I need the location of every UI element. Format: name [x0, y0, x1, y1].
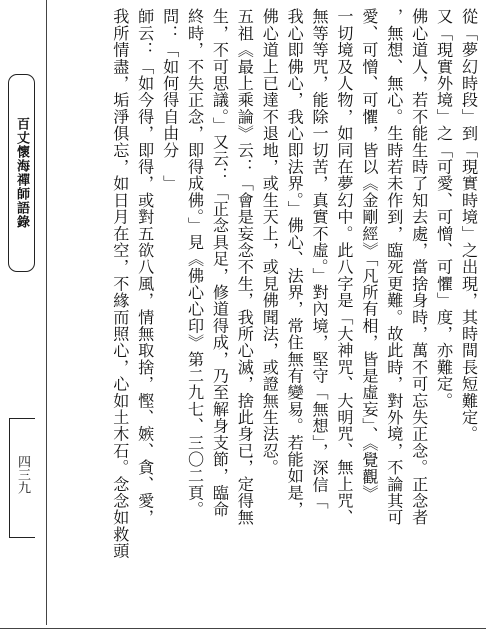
text-column-13: 問：「如何得自由分 」 — [160, 8, 180, 192]
text-columns — [50, 8, 480, 620]
text-column-10: 五祖《最上乘論》云：「會是妄念不生，我所心滅，捨此身已，定得無 — [234, 8, 254, 526]
text-column-2: 又「現實外境」之「可愛、可憎、可懼」度，亦難定。 — [434, 8, 454, 409]
text-column-15: 我所情盡，垢淨俱忘，如日月在空，不緣而照心，心如土木石。念念如救頭 — [110, 8, 130, 560]
text-column-12: 終時，不失正念，即得成佛。」見《佛心心印》第二九七、三〇二頁。 — [185, 8, 205, 518]
text-column-14: 師云：「如今得，即得，或對五欲八風，情無取捨，慳、嫉、貪、愛， — [135, 8, 155, 526]
text-column-3: 佛心道人，若不能生時了知去處，當捨身時，萬不可忘失正念。正念者 — [409, 8, 429, 526]
text-body — [50, 8, 480, 623]
text-column-11: 生，不可思議。」又云：「正念具足，修道得成，乃至解身支節，臨命 — [209, 8, 229, 518]
book-title-tab — [8, 74, 35, 272]
bottom-rule — [0, 628, 486, 629]
page-number-tab — [9, 418, 35, 538]
text-column-6: 一切境及人物，如同在夢幻中。此八字是「大神咒、大明咒、無上咒、 — [334, 8, 354, 526]
text-column-4: ，無想、無心。生時若未作到，臨死更難。故此時，對外境，不論其可 — [384, 8, 404, 526]
margin-rule — [46, 0, 47, 625]
book-title: 百丈懷海禪師語錄 — [14, 117, 29, 229]
text-column-7: 無等等咒，能除一切苦，真實不虛。」對內境，堅守「無想」，深信「 — [309, 8, 329, 510]
text-column-9: 佛心道上已達不退地，或生天上，或見佛聞法，或證無生法忍。 — [259, 8, 279, 476]
text-column-1: 從「夢幻時段」到「現實時境」之出現，其時間長短難定。 — [459, 8, 478, 443]
page-number: 四三九 — [15, 455, 30, 494]
text-column-5: 愛、可憎、可懼，皆以《金剛經》「凡所有相，皆是虛妄」、《覺觀》 — [359, 8, 379, 502]
text-column-8: 我心即佛心，我心即法界。」佛心、法界，常住無有變易。若能如是， — [284, 8, 304, 518]
